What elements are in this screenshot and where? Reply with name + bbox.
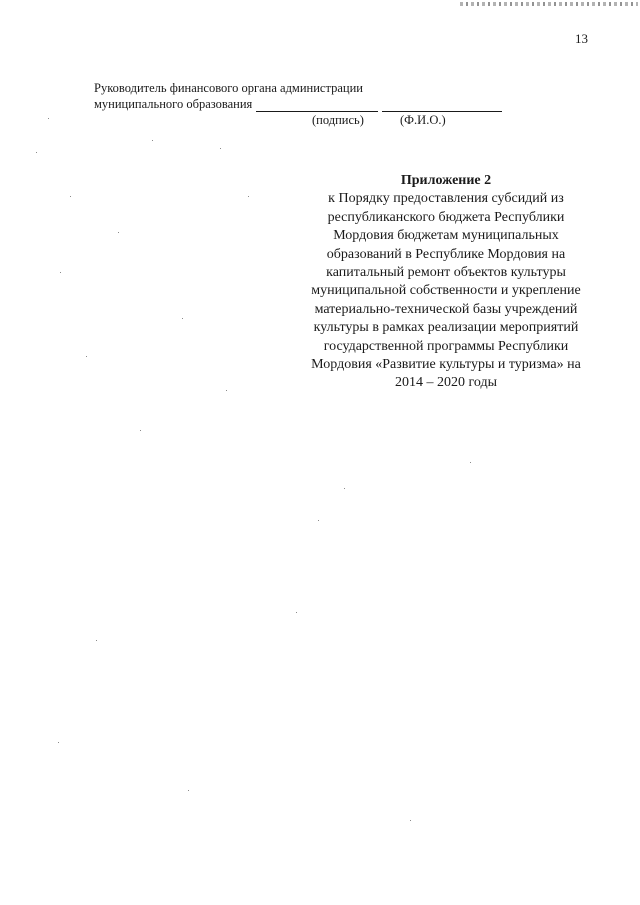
signature-fields-line	[94, 96, 534, 112]
scan-speck	[470, 462, 471, 463]
appendix-line: Мордовия бюджетам муниципальных	[333, 228, 559, 244]
scan-speck	[86, 356, 87, 357]
signature-title-line	[94, 80, 534, 96]
scan-speck	[70, 196, 71, 197]
appendix-line: Мордовия «Развитие культуры и туризма» на	[311, 357, 581, 373]
page-number: 13	[575, 31, 588, 46]
scan-speck	[36, 152, 37, 153]
scan-speck	[226, 390, 227, 391]
appendix-line: материально-технической базы учреждений	[314, 301, 578, 317]
appendix-block	[270, 172, 622, 393]
scan-speck	[152, 140, 153, 141]
scan-speck	[140, 430, 141, 431]
fio-blank	[382, 99, 502, 112]
signature-title: Руководитель финансового органа администрации	[94, 81, 363, 95]
scan-speck	[220, 148, 221, 149]
scan-speck	[60, 272, 61, 273]
fio-caption: (Ф.И.О.)	[400, 113, 446, 127]
appendix-line: образований в Республике Мордовия на	[326, 246, 566, 262]
signature-caption: (подпись)	[312, 113, 364, 127]
appendix-line: капитальный ремонт объектов культуры	[326, 265, 566, 281]
scan-speck	[48, 118, 49, 119]
appendix-title: Приложение 2	[400, 173, 492, 188]
appendix-line: муниципальной собственности и укрепление	[311, 283, 581, 299]
signature-org-label: муниципального образования	[94, 97, 253, 111]
scan-speck	[96, 640, 97, 641]
signature-blank	[256, 99, 378, 112]
scan-speck	[248, 196, 249, 197]
scan-speck	[296, 612, 297, 613]
appendix-line: к Порядку предоставления субсидий из	[328, 191, 564, 207]
scan-speck	[318, 520, 319, 521]
scan-edge-artifact	[460, 2, 638, 6]
appendix-line: культуры в рамках реализации мероприятий	[313, 320, 579, 336]
scan-speck	[344, 488, 345, 489]
scan-speck	[188, 790, 189, 791]
scan-speck	[118, 232, 119, 233]
appendix-line: республиканского бюджета Республики	[327, 209, 565, 225]
signature-block	[94, 80, 534, 128]
appendix-line: государственной программы Республики	[323, 338, 569, 354]
appendix-line: 2014 – 2020 годы	[394, 375, 498, 391]
scan-speck	[410, 820, 411, 821]
signature-captions	[94, 112, 534, 128]
scan-speck	[182, 318, 183, 319]
scan-speck	[58, 742, 59, 743]
